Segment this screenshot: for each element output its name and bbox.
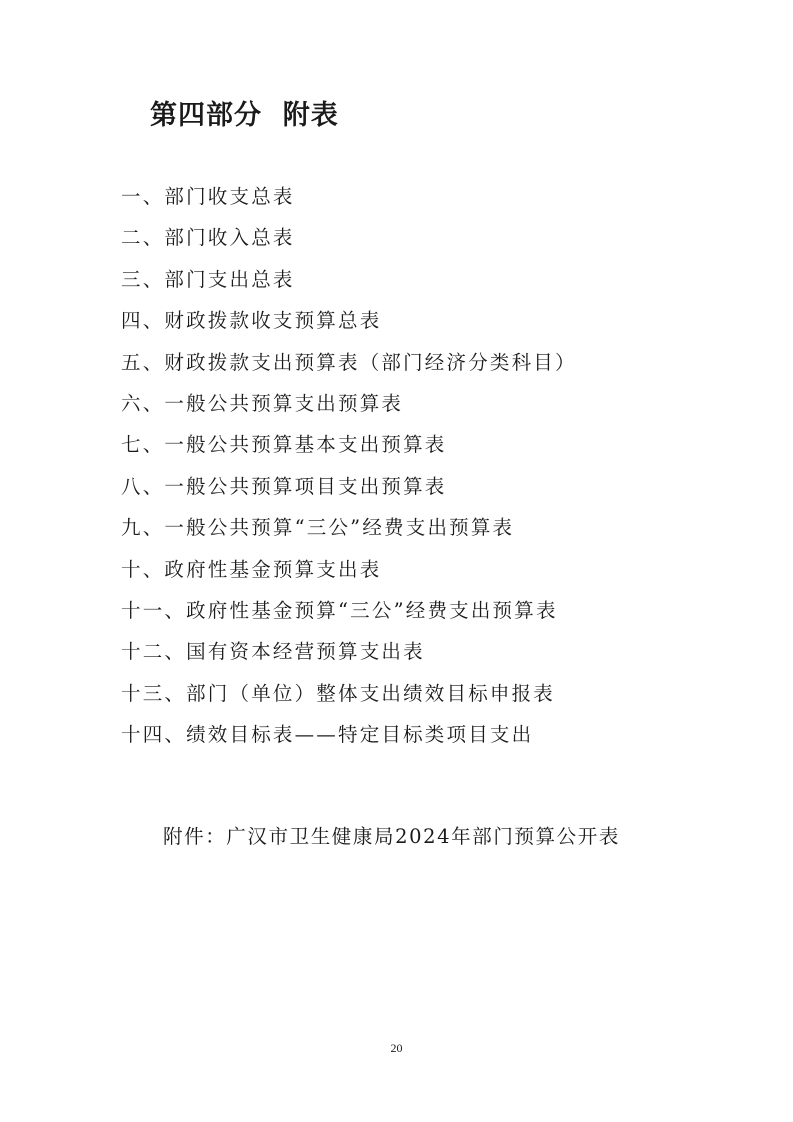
list-item: 七、一般公共预算基本支出预算表	[121, 433, 447, 457]
list-item: 一、部门收支总表	[121, 185, 295, 208]
list-item: 十四、绩效目标表——特定目标类项目支出	[121, 723, 534, 747]
list-item: 六、一般公共预算支出预算表	[121, 391, 404, 415]
list-item: 八、一般公共预算项目支出预算表	[121, 474, 447, 498]
page-number: 20	[390, 1041, 403, 1055]
attachment-note: 附件：广汉市卫生健康局2024年部门预算公开表	[163, 824, 620, 848]
list-item: 十二、国有资本经营预算支出表	[121, 640, 425, 664]
list-item: 三、部门支出总表	[121, 267, 295, 291]
list-item: 五、财政拨款支出预算表（部门经济分类科目）	[121, 350, 577, 374]
appendix-table-list	[121, 180, 577, 759]
list-item: 二、部门收入总表	[121, 226, 295, 250]
list-item: 九、一般公共预算“三公”经费支出预算表	[121, 516, 515, 540]
list-item: 四、财政拨款收支预算总表	[121, 309, 382, 333]
section-title: 第四部分 附表	[150, 100, 339, 131]
list-item: 十一、政府性基金预算“三公”经费支出预算表	[121, 598, 558, 622]
list-item: 十三、部门（单位）整体支出绩效目标申报表	[121, 681, 556, 705]
list-item: 十、政府性基金预算支出表	[121, 557, 382, 581]
